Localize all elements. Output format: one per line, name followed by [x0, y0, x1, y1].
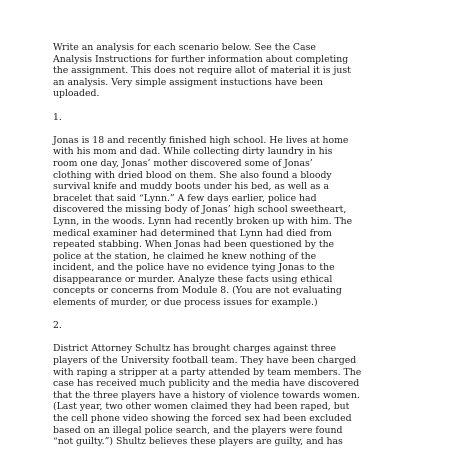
text-line: players of the University football team. They have been charged [53, 355, 357, 367]
text-line: case has received much publicity and the media have discovered [53, 378, 360, 390]
text-line: that the three players have a history of violence towards women. [53, 389, 360, 401]
scenario-2-number: 2. [53, 320, 62, 332]
text-line: concepts or concerns from Module 8. (You are not evaluating [53, 285, 342, 297]
text-line: Analysis Instructions for further information about completing [53, 53, 349, 65]
text-line: uploaded. [53, 88, 100, 100]
text-line: with raping a stripper at a party attended by team members. The [53, 366, 362, 378]
text-line: elements of murder, or due process issues for example.) [53, 297, 318, 309]
text-line: an analysis. Very simple assigment instuctions have been [53, 76, 324, 88]
text-line: disappearance or murder. Analyze these facts using ethical [53, 273, 333, 285]
paragraph-gap [53, 309, 423, 321]
text-line: bracelet that said “Lynn.” A few days earlier, police had [53, 192, 317, 204]
text-line: clothing with dried blood on them. She also found a bloody [53, 169, 332, 181]
text-line: room one day, Jonas’ mother discovered some of Jonas’ [53, 157, 313, 169]
paragraph-gap [53, 100, 423, 112]
text-line: discovered the missing body of Jonas’ high school sweetheart, [53, 204, 347, 216]
scenario-1-number: 1. [53, 111, 62, 123]
text-line: medical examiner had determined that Lynn had died from [53, 227, 332, 239]
text-line: Jonas is 18 and recently finished high school. He lives at home [53, 134, 349, 146]
intro-paragraph [53, 42, 423, 100]
scenario-2-paragraph [53, 343, 423, 447]
text-line: with his mom and dad. While collecting dirty laundry in his [53, 146, 333, 158]
text-line: incident, and the police have no evidence tying Jonas to the [53, 262, 335, 274]
document-body [53, 42, 423, 448]
text-line: the assignment. This does not require allot of material it is just [53, 65, 351, 77]
scenario-1-paragraph [53, 135, 423, 309]
text-line: (Last year, two other women claimed they had been raped, but [53, 401, 350, 413]
text-line: the cell phone video showing the forced sex had been excluded [53, 413, 352, 424]
paragraph-gap [53, 332, 423, 344]
text-line: “not guilty.”) Shultz believes these players are guilty, and has [53, 436, 343, 448]
text-line: District Attorney Schultz has brought charges against three [53, 343, 336, 355]
text-line: Lynn, in the woods. Lynn had recently broken up with him. The [53, 215, 353, 227]
text-line: Write an analysis for each scenario below. See the Case [53, 42, 316, 53]
text-line: survival knife and muddy boots under his bed, as well as a [53, 181, 329, 193]
text-line: based on an illegal police search, and the players were found [53, 424, 343, 436]
text-line: police at the station, he claimed he knew nothing of the [53, 250, 317, 262]
paragraph-gap [53, 123, 423, 135]
text-line: repeated stabbing. When Jonas had been questioned by the [53, 239, 335, 251]
